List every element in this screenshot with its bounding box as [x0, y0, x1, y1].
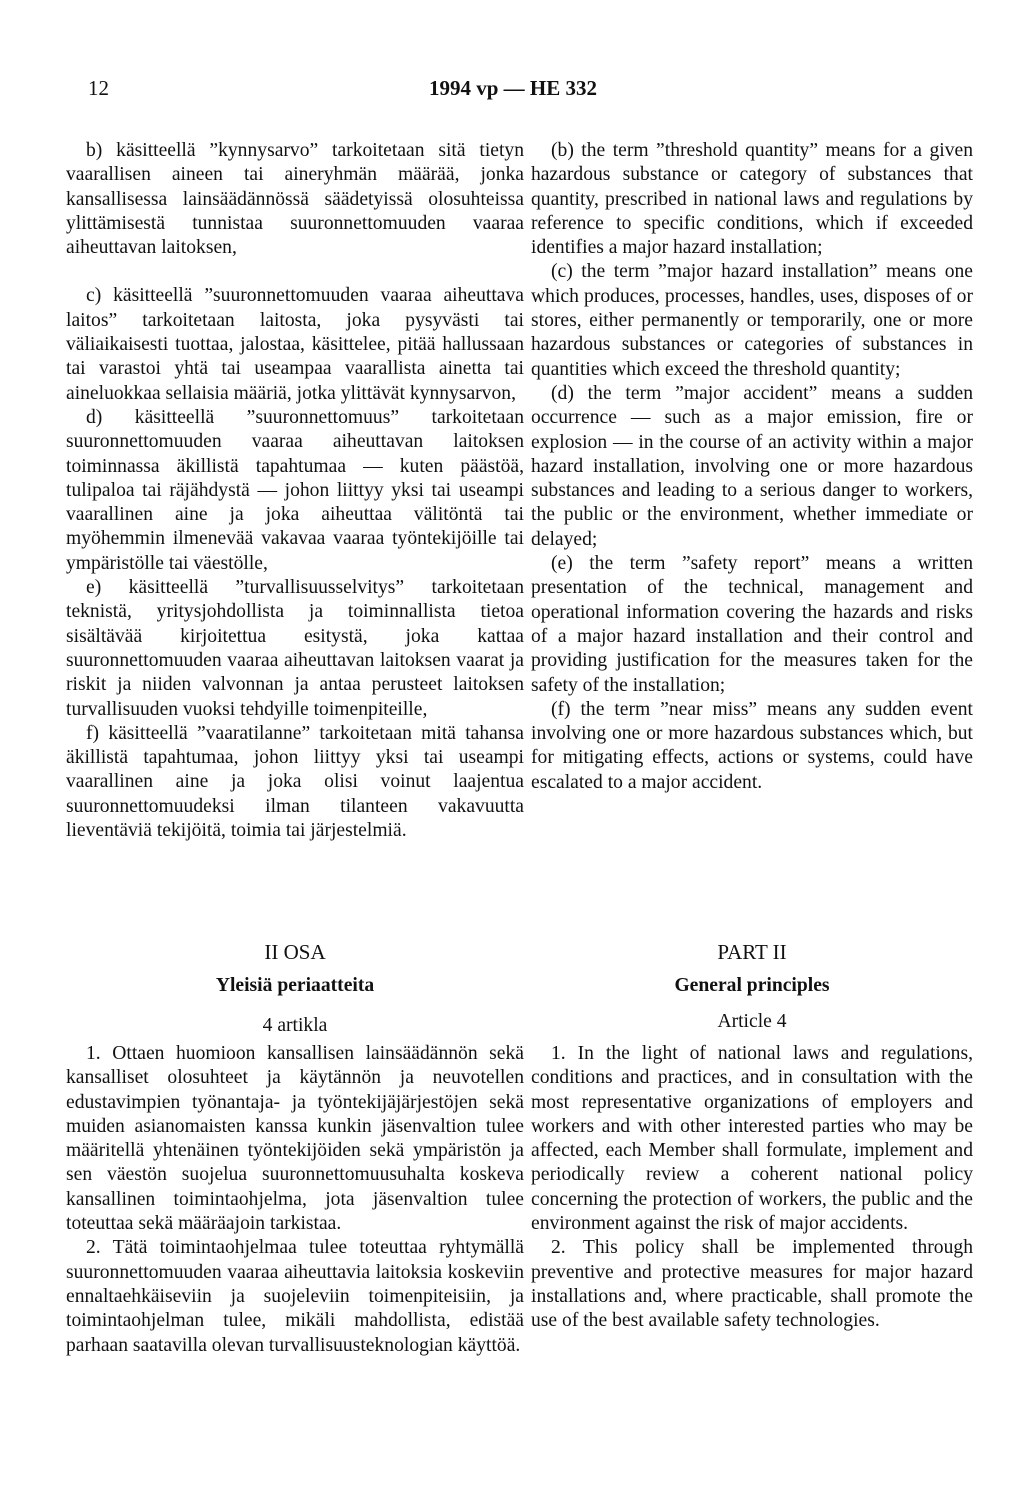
definition-e-en: (e) the term ”safety report” means a written presentation of the technical, management and operational information covering the hazards and risks of a major hazard installation and their control and providing justification for the measures taken for the safety of the installation;	[531, 553, 973, 696]
definition-b-en: (b) the term ”threshold quantity” means for a given hazardous substance or category of substances that quantity, prescribed in national laws and regulations by reference to specific conditions, which if exceeded identifies a major hazard installation;	[531, 140, 973, 259]
part-heading-fi: II OSA	[264, 940, 326, 964]
article-paragraph-fi: 1. Ottaen huomioon kansallisen lainsäädännön sekä kansalliset olosuhteet ja käytännön ja neuvotellen edustavimpien työnantaja- ja työntekijäjärjestöjen sekä muiden asianomaisten kanssa kunkin jäsenvaltion tulee määritellä yhtenäinen työntekijöiden sekä ympäristön ja sen väestön suojelua suuronnettomuusuhalta koskeva kansallinen toimintaohjelma, jota jäsenvaltion tulee toteuttaa sekä määräajoin tarkistaa.	[66, 1043, 524, 1235]
english-definitions	[531, 139, 973, 795]
definition-c-fi: c) käsitteellä ”suuronnettomuuden vaaraa aiheuttava laitos” tarkoitetaan laitosta, joka pysyvästi tai väliaikaisesti tuottaa, jalostaa, käsittelee, pitää hallussaan tai varastoi yhtä tai useampaa vaarallista ainetta tai aineluokkaa sellaisia määriä, jotka ylittävät kynnysarvon,	[66, 285, 524, 404]
definition-e-fi: e) käsitteellä ”turvallisuusselvitys” tarkoitetaan teknistä, yritysjohdollista ja toiminnallista tietoa sisältävää kirjoitettua esitystä, joka kattaa suuronnettomuuden vaaraa aiheuttavan laitoksen vaarat ja riskit ja niiden valvonnan ja antaa perusteet laitoksen turvallisuuden vuoksi tehdyille toimenpiteille,	[66, 577, 524, 720]
part-title-fi: Yleisiä periaatteita	[215, 975, 375, 996]
definition-d-en: (d) the term ”major accident” means a sudden occurrence — such as a major emission, fire or explosion — in the course of an activity within a major hazard installation, involving one or more hazardous substances and leading to a serious danger to workers, the public or the environment, whether immediate or delayed;	[531, 382, 973, 550]
english-article-text	[531, 1042, 973, 1334]
article-heading-en: Article 4	[717, 1011, 787, 1032]
definition-f-en: (f) the term ”near miss” means any sudden event involving one or more hazardous substances which, but for mitigating effects, actions or systems, could have escalated to a major accident.	[531, 698, 973, 793]
finnish-definitions	[66, 139, 524, 843]
part-title-en: General principles	[674, 975, 830, 996]
definition-f-fi: f) käsitteellä ”vaaratilanne” tarkoitetaan mitä tahansa äkillistä tapahtumaa, johon liittyy yksi tai useampi vaarallinen aine ja joka olisi voinut laajentua suuronnettomuudeksi ilman tilanteen vakavuutta lieventäviä tekijöitä, toimia tai järjestelmiä.	[66, 722, 524, 842]
document-id: 1994 vp — HE 332	[428, 76, 598, 100]
finnish-article-text	[66, 1042, 524, 1358]
article-paragraph-fi: 2. Tätä toimintaohjelmaa tulee toteuttaa ryhtymällä suuronnettomuuden vaaraa aiheuttavia laitoksia koskeviin ennaltaehkäiseviin ja suojeleviin toimenpiteisiin, ja toimintaohjelman tulee, mikäli mahdollista, edistää parhaan saatavilla olevan turvallisuusteknologian käyttöä.	[66, 1237, 524, 1356]
page-number: 12	[88, 76, 109, 100]
part-heading-en: PART II	[717, 940, 787, 964]
page-header	[88, 76, 938, 106]
definition-d-fi: d) käsitteellä ”suuronnettomuus” tarkoitetaan suuronnettomuuden vaaraa aiheuttavan laitoksen toiminnassa äkillistä tapahtumaa — kuten päästöä, tulipaloa tai räjähdystä — johon liittyy yksi tai useampi vaarallinen aine ja joka aiheuttaa välitöntä tai myöhemmin ilmenevää vakavaa vaaraa työntekijöille tai ympäristölle tai väestölle,	[66, 406, 524, 574]
definition-c-en: (c) the term ”major hazard installation” means one which produces, processes, handles, uses, disposes of or stores, either permanently or temporarily, one or more hazardous substances or categories of substances in quantities which exceed the threshold quantity;	[531, 261, 973, 380]
article-heading-fi: 4 artikla	[262, 1015, 328, 1036]
article-paragraph-en: 1. In the light of national laws and regulations, conditions and practices, and in consultation with the most representative organizations of employers and workers and with other interested parties who may be affected, each Member shall formulate, implement and periodically review a coherent national policy concerning the protection of workers, the public and the environment against the risk of major accidents.	[531, 1043, 973, 1235]
article-paragraph-en: 2. This policy shall be implemented through preventive and protective measures for major hazard installations and, where practicable, shall promote the use of the best available safety technologies.	[531, 1237, 973, 1332]
definition-b-fi: b) käsitteellä ”kynnysarvo” tarkoitetaan sitä tietyn vaarallisen aineen tai aineryhmän määrää, jonka kansallisessa lainsäädännössä säädetyissä olosuhteissa ylittämisestä tunnistaa suuronnettomuuden vaaraa aiheuttavan laitoksen,	[66, 140, 524, 259]
